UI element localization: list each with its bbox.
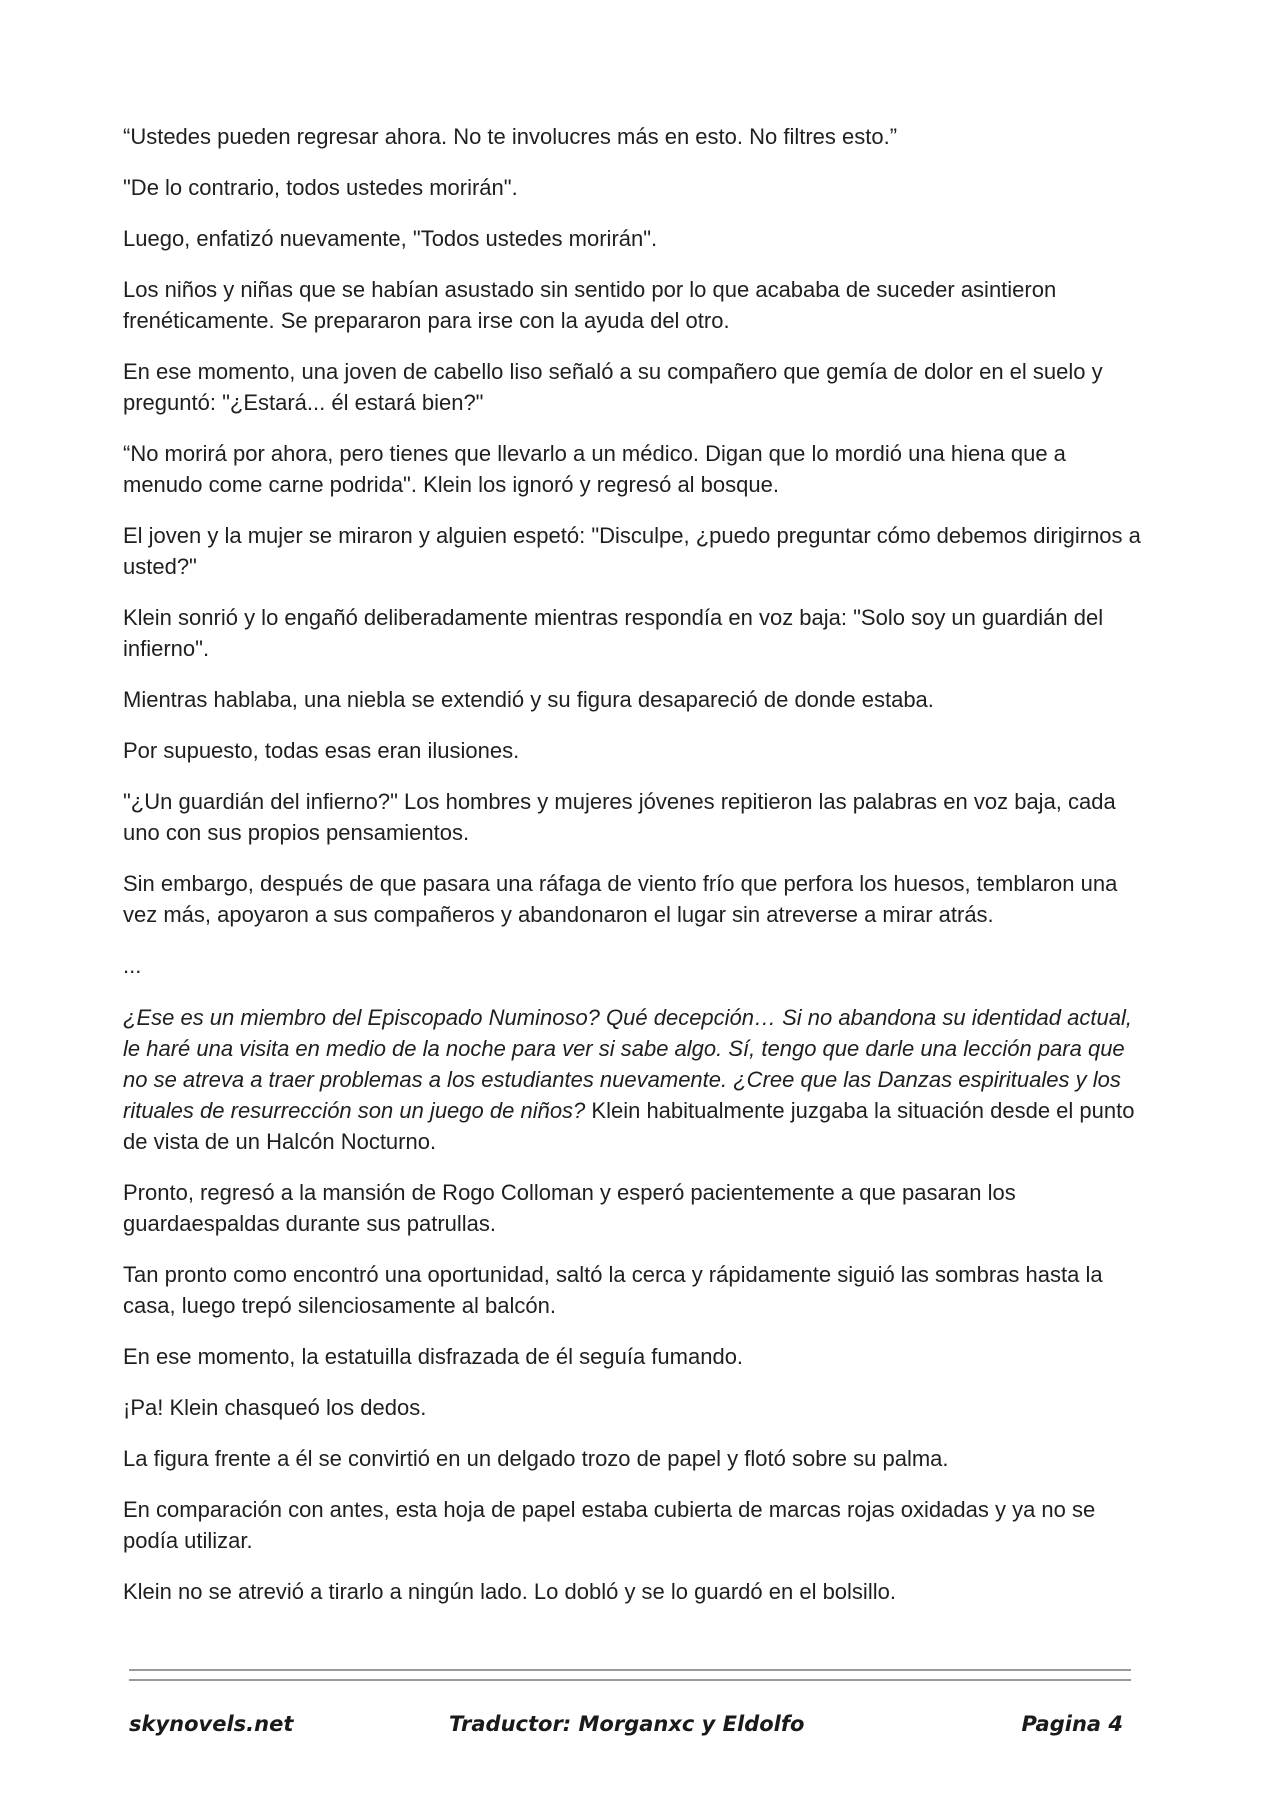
paragraph: Klein no se atrevió a tirarlo a ningún lado. Lo dobló y se lo guardó en el bolsillo.: [123, 1579, 896, 1604]
scene-break: ...: [123, 953, 142, 978]
paragraph: Los niños y niñas que se habían asustado sin sentido por lo que acababa de suceder asintieron frenéticamente. Se prepararon para irse con la ayuda del otro.: [123, 277, 1057, 333]
paragraph-thought: [123, 1002, 1143, 1157]
narration-text: Klein habitualmente juzgaba la situación desde el punto de vista de un Halcón Nocturno.: [123, 1098, 1135, 1154]
inner-thought-text: ¿Ese es un miembro del Episcopado Numinoso? Qué decepción… Si no abandona su identidad actual, le haré una visita en medio de la noche para ver si sabe algo. Sí, tengo que darle una lección para que no se atreva a traer problemas a los estudiantes nuevamente. ¿Cree que las Danzas espirituales y los rituales de resurrección son un juego de niños?: [123, 1005, 1132, 1123]
footer-translator: Traductor: Morganxc y Eldolfo: [449, 1712, 805, 1736]
divider-line: [129, 1669, 1131, 1671]
divider-line: [129, 1679, 1131, 1681]
paragraph: El joven y la mujer se miraron y alguien espetó: "Disculpe, ¿puedo preguntar cómo debemos dirigirnos a usted?": [123, 523, 1141, 579]
paragraph: Por supuesto, todas esas eran ilusiones.: [123, 738, 520, 763]
paragraph: "¿Un guardián del infierno?" Los hombres y mujeres jóvenes repitieron las palabras en voz baja, cada uno con sus propios pensamientos.: [123, 789, 1116, 845]
footer-page-number: Pagina 4: [1021, 1712, 1123, 1736]
footer-divider: [129, 1669, 1131, 1681]
paragraph: Pronto, regresó a la mansión de Rogo Colloman y esperó pacientemente a que pasaran los guardaespaldas durante sus patrullas.: [123, 1180, 1016, 1236]
paragraph: En ese momento, una joven de cabello liso señaló a su compañero que gemía de dolor en el suelo y preguntó: "¿Estará... él estará bien?": [123, 359, 1103, 415]
body-text: [123, 121, 1143, 1627]
paragraph: "De lo contrario, todos ustedes morirán".: [123, 175, 518, 200]
paragraph: Sin embargo, después de que pasara una ráfaga de viento frío que perfora los huesos, temblaron una vez más, apoyaron a sus compañeros y abandonaron el lugar sin atreverse a mirar atrás.: [123, 871, 1118, 927]
paragraph: La figura frente a él se convirtió en un delgado trozo de papel y flotó sobre su palma.: [123, 1446, 949, 1471]
paragraph: Klein sonrió y lo engañó deliberadamente mientras respondía en voz baja: "Solo soy un guardián del infierno".: [123, 605, 1104, 661]
paragraph: “No morirá por ahora, pero tienes que llevarlo a un médico. Digan que lo mordió una hiena que a menudo come carne podrida". Klein los ignoró y regresó al bosque.: [123, 441, 1066, 497]
paragraph: En comparación con antes, esta hoja de papel estaba cubierta de marcas rojas oxidadas y ya no se podía utilizar.: [123, 1497, 1096, 1553]
paragraph: Luego, enfatizó nuevamente, "Todos ustedes morirán".: [123, 226, 658, 251]
page-footer: [129, 1712, 1123, 1746]
paragraph: Mientras hablaba, una niebla se extendió y su figura desapareció de donde estaba.: [123, 687, 934, 712]
footer-site: skynovels.net: [129, 1712, 294, 1736]
paragraph: Tan pronto como encontró una oportunidad, saltó la cerca y rápidamente siguió las sombras hasta la casa, luego trepó silenciosamente al balcón.: [123, 1262, 1103, 1318]
paragraph: En ese momento, la estatuilla disfrazada de él seguía fumando.: [123, 1344, 744, 1369]
paragraph: ¡Pa! Klein chasqueó los dedos.: [123, 1395, 427, 1420]
paragraph: “Ustedes pueden regresar ahora. No te involucres más en esto. No filtres esto.”: [123, 124, 898, 149]
